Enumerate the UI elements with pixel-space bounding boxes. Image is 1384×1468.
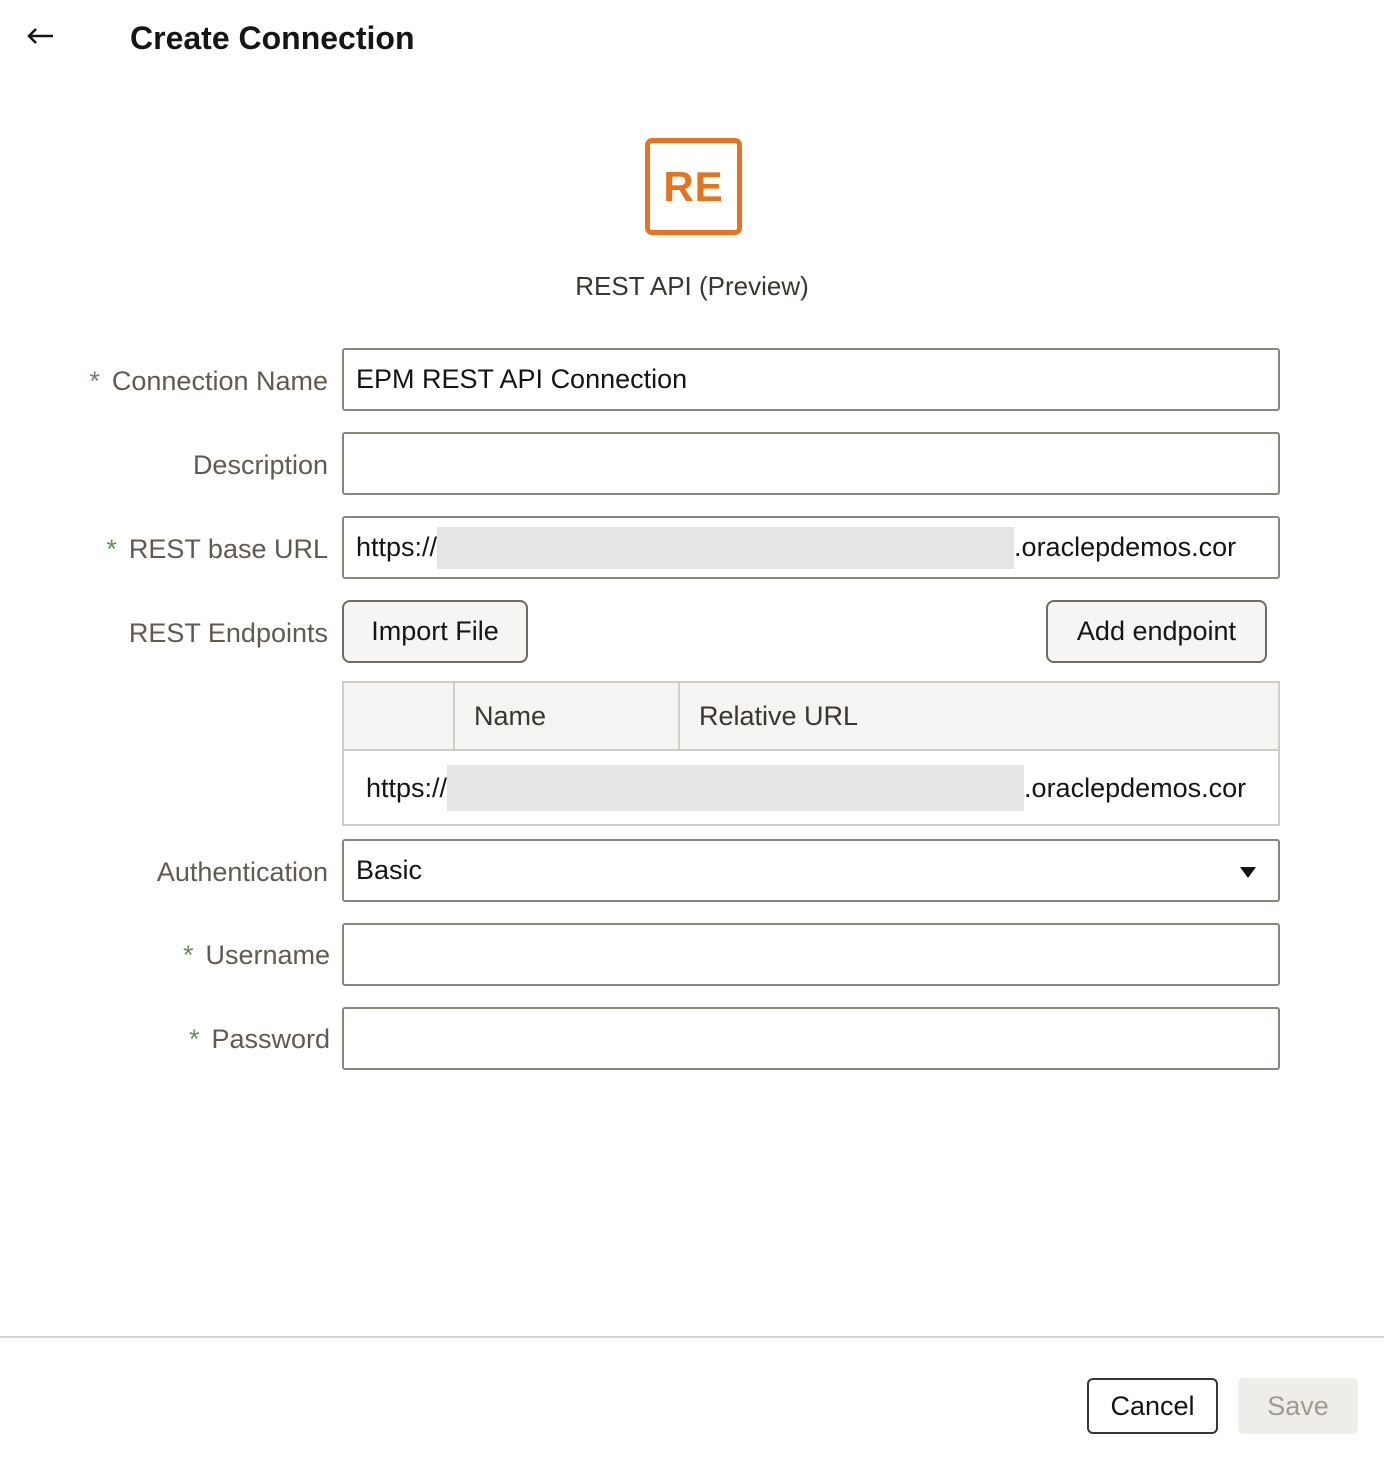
connection-name-label: * Connection Name — [89, 366, 328, 396]
table-row[interactable] — [344, 751, 1278, 826]
add-endpoint-button[interactable]: Add endpoint — [1046, 600, 1267, 663]
save-button[interactable]: Save — [1238, 1378, 1358, 1434]
rest-base-url-input[interactable] — [342, 516, 1280, 579]
column-divider — [453, 683, 455, 749]
description-label: Description — [192, 450, 328, 480]
url-prefix: https:// — [366, 772, 448, 803]
connector-type-name: REST API (Preview) — [575, 271, 809, 301]
required-marker: * — [106, 534, 117, 564]
column-header-name[interactable]: Name — [474, 701, 547, 731]
redacted-host — [447, 765, 1024, 811]
url-suffix: .oraclepdemos.cor — [1024, 772, 1247, 803]
endpoint-url-cell — [366, 759, 1246, 817]
arrow-left-icon — [25, 26, 55, 46]
authentication-label: Authentication — [156, 857, 328, 887]
rest-base-url-label: * REST base URL — [106, 534, 328, 564]
username-input[interactable] — [342, 923, 1280, 986]
url-suffix: .oraclepdemos.cor — [1014, 532, 1237, 562]
endpoints-table-header — [344, 683, 1278, 751]
password-input[interactable] — [342, 1007, 1280, 1070]
required-marker: * — [89, 366, 100, 396]
cancel-button[interactable]: Cancel — [1087, 1378, 1218, 1434]
column-header-relative-url[interactable]: Relative URL — [699, 701, 859, 731]
connection-name-input[interactable]: EPM REST API Connection — [342, 348, 1280, 411]
url-prefix: https:// — [356, 532, 438, 562]
password-label: * Password — [188, 1024, 330, 1054]
column-divider — [678, 683, 680, 749]
rest-endpoints-label: REST Endpoints — [128, 618, 328, 648]
description-input[interactable] — [342, 432, 1280, 495]
import-file-button[interactable]: Import File — [342, 600, 528, 663]
authentication-select[interactable]: Basic — [342, 839, 1280, 902]
required-marker: * — [188, 1024, 200, 1054]
redacted-host — [437, 527, 1014, 569]
footer-divider — [0, 1336, 1384, 1338]
back-button[interactable] — [22, 18, 58, 54]
endpoints-table — [342, 681, 1280, 826]
caret-down-icon — [1240, 867, 1256, 878]
rest-api-connector-icon: RE — [645, 138, 742, 235]
required-marker: * — [182, 940, 194, 970]
username-label: * Username — [182, 940, 330, 970]
page-title: Create Connection — [130, 20, 415, 56]
